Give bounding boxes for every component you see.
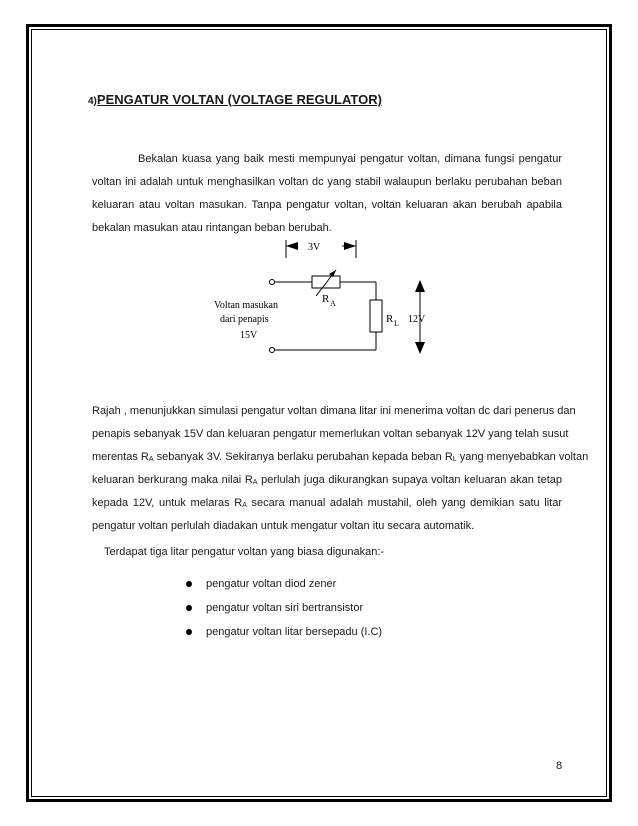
input-terminal-top	[270, 280, 275, 285]
paragraph-explanation	[92, 400, 589, 538]
bullet-icon	[186, 629, 192, 635]
regulator-circuit-diagram	[200, 236, 440, 364]
list-item: pengatur voltan siri bertransistor	[186, 596, 382, 620]
ra-subscript: A	[330, 299, 336, 308]
input-voltage-label: 15V	[240, 330, 258, 341]
bullet-icon	[186, 581, 192, 587]
section-title: PENGATUR VOLTAN (VOLTAGE REGULATOR)	[96, 92, 382, 107]
arrowhead-down	[415, 342, 425, 354]
list-item: pengatur voltan litar bersepadu (I.C)	[186, 620, 382, 644]
regulator-type-list	[186, 572, 382, 644]
paragraph-line: merentas $R_A$ sebanyak 3V. Sekiranya berlaku perubahan kepada beban $R_L$ yang menyebabkan voltan	[92, 451, 589, 463]
paragraph-line: Bekalan kuasa yang baik mesti mempunyai pengatur voltan, dimana fungsi pengatur	[138, 153, 562, 165]
arrowhead-up	[415, 280, 425, 292]
list-item: pengatur voltan diod zener	[186, 572, 382, 596]
dimension-arrowhead-left	[286, 242, 298, 250]
input-label-1: Voltan masukan	[214, 300, 278, 311]
rl-label: R	[386, 313, 394, 325]
rl-subscript: L	[394, 319, 399, 328]
ra-label: R	[322, 293, 330, 305]
paragraph-line: keluaran atau voltan masukan. Tanpa pengatur voltan, voltan keluaran akan berubah apabila	[92, 199, 562, 211]
paragraph-line: Rajah , menunjukkan simulasi pengatur voltan dimana litar ini menerima voltan dc dari penerus dan	[92, 405, 576, 417]
paragraph-line: pengatur voltan perlulah diadakan untuk mengatur voltan itu secara automatik.	[92, 520, 475, 532]
page-number: 8	[556, 760, 563, 772]
section-heading	[88, 92, 382, 107]
variable-resistor-ra	[312, 276, 340, 288]
voltage-drop-label: 3V	[308, 242, 321, 253]
paragraph-line: penapis sebanyak 15V dan keluaran pengatur memerlukan voltan sebanyak 12V yang telah susut	[92, 428, 569, 440]
list-intro: Terdapat tiga litar pengatur voltan yang biasa digunakan:-	[104, 546, 385, 558]
paragraph-intro	[92, 148, 562, 240]
section-number: 4)	[88, 96, 97, 107]
load-resistor-rl	[370, 300, 382, 332]
input-label-2: dari penapis	[220, 314, 269, 325]
paragraph-line: voltan ini adalah untuk menghasilkan voltan dc yang stabil walaupun berlaku perubahan beban	[92, 176, 562, 188]
output-voltage-label: 12V	[408, 314, 426, 325]
paragraph-line: bekalan masukan atau rintangan beban berubah.	[92, 222, 332, 234]
paragraph-line: kepada 12V, untuk melaras $R_A$ secara manual adalah mustahil, oleh yang demikian satu litar	[92, 497, 562, 509]
input-terminal-bottom	[270, 348, 275, 353]
dimension-arrowhead-right	[344, 242, 356, 250]
paragraph-line: keluaran berkurang maka nilai $R_A$ perlulah juga dikurangkan supaya voltan keluaran akan tetap	[92, 474, 562, 486]
bullet-icon	[186, 605, 192, 611]
